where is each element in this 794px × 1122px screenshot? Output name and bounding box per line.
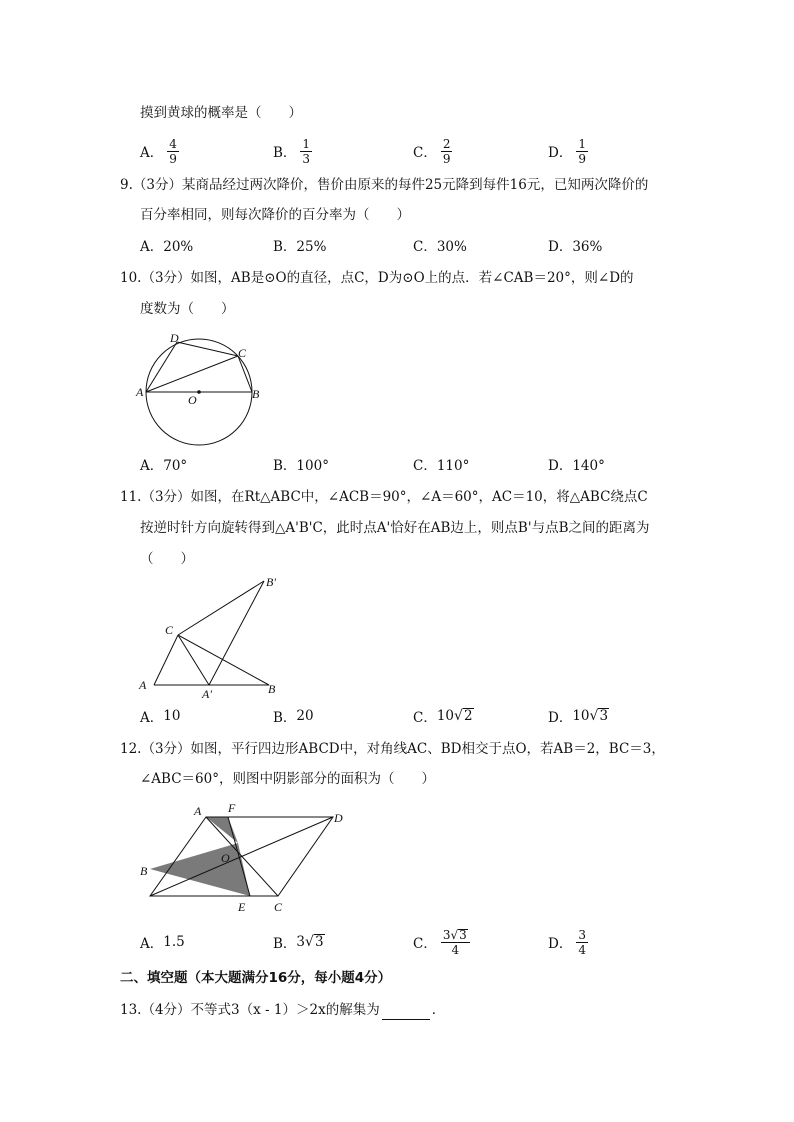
q9-option-d: D．36% bbox=[548, 239, 603, 255]
q12-line-2: ∠ABC＝60°，则图中阴影部分的面积为（ ） bbox=[140, 771, 435, 787]
option-label: A． bbox=[140, 145, 164, 161]
side-a1b1 bbox=[209, 581, 264, 685]
label-a: A bbox=[139, 678, 147, 692]
q10-circle-figure bbox=[130, 325, 270, 450]
label-b: B bbox=[252, 387, 260, 401]
center-dot bbox=[197, 390, 201, 394]
fraction: 3 √ 3 4 bbox=[441, 929, 470, 956]
q10-line-2: 度数为（ ） bbox=[140, 301, 235, 317]
q11-option-a: A． 10 bbox=[140, 708, 181, 726]
label-b-prime: B' bbox=[266, 575, 276, 589]
q11-line-3: （ ） bbox=[140, 551, 194, 567]
q10-option-c: C．110° bbox=[413, 458, 470, 474]
label-b: B bbox=[268, 682, 276, 696]
q11-line-2: 按逆时针方向旋转得到△A'B'C，此时点A'恰好在AB边上，则点B'与点B之间的距离为 bbox=[140, 520, 650, 536]
chord-ac bbox=[146, 356, 238, 392]
q11-option-c: C． 10 √ 2 bbox=[413, 708, 473, 726]
sqrt: √ 3 bbox=[589, 708, 609, 724]
chord-dc bbox=[177, 342, 238, 356]
q11-triangle-figure bbox=[130, 572, 290, 702]
q9-line-1: 9.（3分）某商品经过两次降价，售价由原来的每件25元降到每件16元，已知两次降价的 bbox=[120, 177, 649, 193]
sqrt: √ 3 bbox=[305, 934, 324, 950]
label-o: O bbox=[221, 851, 230, 865]
option-label: C． bbox=[413, 145, 437, 161]
q12-option-a: A． 1.5 bbox=[140, 934, 185, 952]
label-f: F bbox=[228, 801, 236, 815]
label-c: C bbox=[274, 900, 283, 914]
q12-parallelogram-figure bbox=[135, 800, 355, 915]
side-cb bbox=[178, 635, 269, 685]
q10-option-b: B．100° bbox=[273, 458, 329, 474]
q11-line-1: 11.（3分）如图，在Rt△ABC中，∠ACB＝90°，∠A＝60°，AC＝10，将△ABC绕点C bbox=[120, 489, 648, 505]
label-a: A bbox=[136, 385, 144, 399]
fraction: $\frac{1}{9}$ bbox=[578, 136, 586, 166]
side-ca bbox=[154, 635, 178, 685]
q10-option-d: D．140° bbox=[548, 458, 605, 474]
q8-continuation: 摸到黄球的概率是（ ） bbox=[140, 105, 302, 121]
q13: 13.（4分）不等式3（x - 1）＞2x的解集为 ． bbox=[120, 1002, 446, 1018]
label-o: O bbox=[188, 393, 197, 407]
q11-option-d: D． 10 √ 3 bbox=[548, 708, 609, 726]
fraction: $\frac{1}{3}$ bbox=[302, 136, 311, 166]
q12-option-c: C． 3 √ 3 4 bbox=[413, 925, 470, 959]
label-b: B bbox=[140, 864, 148, 878]
label-c: C bbox=[165, 623, 174, 637]
chord-cb bbox=[238, 356, 252, 392]
q9-option-a: A．20% bbox=[140, 239, 194, 255]
sqrt: √ 2 bbox=[454, 708, 473, 724]
option-label: D． bbox=[548, 145, 573, 161]
q8-option-b bbox=[273, 134, 312, 168]
q9-option-c: C．30% bbox=[413, 239, 467, 255]
q8-option-c bbox=[413, 134, 452, 168]
shaded-region-top bbox=[206, 817, 238, 843]
fraction: $\frac{2}{9}$ bbox=[442, 136, 451, 166]
q8-option-d bbox=[548, 134, 588, 168]
fraction: $\frac{4}{9}$ bbox=[169, 136, 177, 166]
shaded-region-bottom bbox=[150, 843, 250, 896]
answer-blank[interactable] bbox=[382, 1005, 430, 1020]
q12-option-d: D． $\frac{3}{4}$ bbox=[548, 927, 586, 957]
q8-option-a bbox=[140, 134, 179, 168]
label-c: C bbox=[238, 346, 247, 360]
q10-option-a: A．70° bbox=[140, 458, 188, 474]
chord-ad bbox=[146, 342, 177, 392]
side-cb1 bbox=[178, 581, 264, 635]
q10-line-1: 10.（3分）如图，AB是⊙O的直径，点C，D为⊙O上的点．若∠CAB＝20°，则∠D的 bbox=[120, 270, 634, 286]
section-heading: 二、填空题（本大题满分16分，每小题4分） bbox=[120, 970, 392, 986]
side-ca1 bbox=[178, 635, 209, 685]
q12-option-b: B． 3 √ 3 bbox=[273, 934, 324, 952]
q9-line-2: 百分率相同，则每次降价的百分率为（ ） bbox=[140, 207, 410, 223]
label-d: D bbox=[170, 331, 179, 345]
option-label: B． bbox=[273, 145, 297, 161]
q11-option-b: B． 20 bbox=[273, 708, 314, 726]
q12-line-1: 12.（3分）如图，平行四边形ABCD中，对角线AC、BD相交于点O，若AB＝2，BC＝3， bbox=[120, 741, 665, 757]
label-a-prime: A' bbox=[202, 687, 212, 701]
label-d: D bbox=[334, 811, 343, 825]
q9-option-b: B．25% bbox=[273, 239, 327, 255]
fraction: $\frac{3}{4}$ bbox=[578, 927, 586, 957]
label-e: E bbox=[238, 900, 246, 914]
label-a: A bbox=[194, 804, 202, 818]
